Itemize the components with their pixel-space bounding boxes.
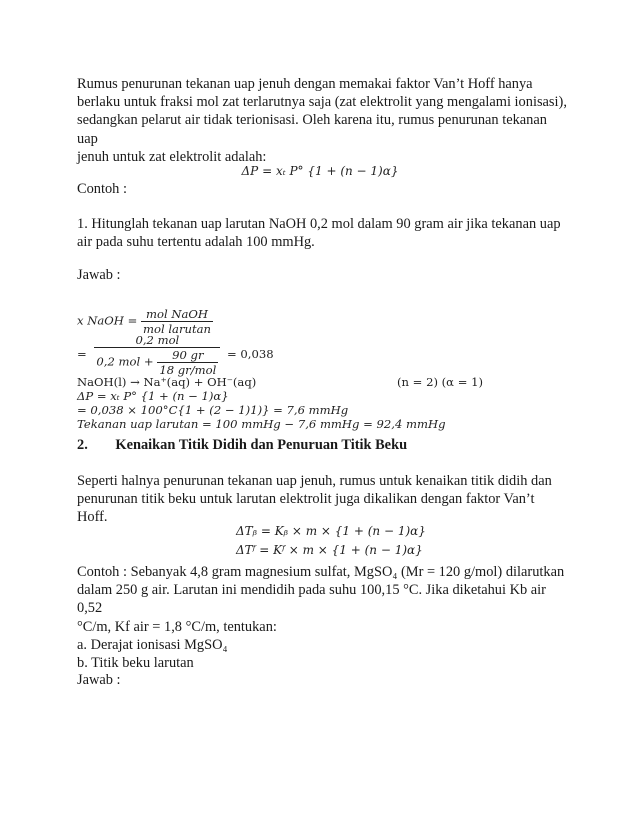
mole-fraction-row: [77, 307, 213, 336]
solution-calculation: [77, 297, 537, 433]
intro-line: sedangkan pelarut air tidak terionisasi. Oleh karena itu, rumus penurunan tekanan uap: [77, 112, 547, 147]
example-2: [77, 563, 567, 672]
mole-fraction: [141, 307, 213, 336]
intro-line: berlaku untuk fraksi mol zat terlarutnya saja (zat elektrolit yang mengalami ionisasi),: [77, 94, 567, 111]
equals-sign: =: [77, 347, 87, 361]
paragraph-line: Seperti halnya penurunan tekanan uap jenuh, rumus untuk kenaikan titik didih dan: [77, 473, 552, 489]
mass-ratio-fraction: [157, 348, 218, 377]
fraction-denominator: mol larutan: [142, 322, 212, 336]
example-item-a: a. Derajat ionisasi MgSO₄: [77, 636, 228, 653]
intro-paragraph: [77, 75, 567, 166]
ionization-reaction: NaOH(l) → Na⁺(aq) + OH⁻(aq): [77, 375, 257, 389]
jawab-label: Jawab :: [77, 267, 121, 283]
fraction-denominator: [94, 348, 220, 377]
freezing-point-formula: ΔTᶠ = Kᶠ × m × {1 + (n − 1)α}: [236, 543, 423, 557]
final-vapor-pressure: Tekanan uap larutan = 100 mmHg − 7,6 mmHg = 92,4 mmHg: [77, 417, 446, 431]
denominator-mol: 0,2 mol +: [96, 354, 154, 369]
example-line: dalam 250 g air. Larutan ini mendidih pada suhu 100,15 °C. Jika diketahui Kb air 0,52: [77, 582, 546, 617]
question-1: [77, 215, 567, 251]
substitution-fraction: [94, 333, 220, 377]
contoh-label: Contoh :: [77, 181, 127, 197]
section-title: Kenaikan Titik Didih dan Penuruan Titik Beku: [115, 437, 408, 453]
substitution-row: [77, 333, 274, 377]
question-line: air pada suhu tertentu adalah 100 mmHg.: [77, 234, 315, 251]
jawab-label-2: Jawab :: [77, 672, 121, 688]
intro-line: Rumus penurunan tekanan uap jenuh dengan memakai faktor Van’t Hoff hanya: [77, 76, 533, 92]
fraction-numerator: 0,2 mol: [94, 333, 220, 348]
section-number: 2.: [77, 437, 88, 453]
question-line: 1. Hitunglah tekanan uap larutan NaOH 0,2 mol dalam 90 gram air jika tekanan uap: [77, 216, 561, 232]
fraction-numerator: mol NaOH: [141, 307, 213, 322]
paragraph-line: penurunan titik beku untuk larutan elektrolit juga dikalikan dengan faktor Van’t Hoff.: [77, 491, 535, 526]
example-line: °C/m, Kf air = 1,8 °C/m, tentukan:: [77, 618, 277, 635]
delta-p-formula: ΔP = xₜ P° {1 + (n − 1)α}: [77, 389, 229, 403]
mole-fraction-result: = 0,038: [227, 347, 274, 361]
mass-denominator: 18 gr/mol: [159, 363, 217, 377]
ion-count-alpha: (n = 2) (α = 1): [397, 375, 483, 389]
boiling-point-formula: ΔTᵦ = Kᵦ × m × {1 + (n − 1)α}: [236, 524, 426, 538]
delta-p-calculation: = 0,038 × 100°C{1 + (2 − 1)1)} = 7,6 mmHg: [77, 403, 349, 417]
example-line: Contoh : Sebanyak 4,8 gram magnesium sulfat, MgSO₄ (Mr = 120 g/mol) dilarutkan: [77, 564, 565, 580]
section-2-paragraph: [77, 472, 567, 527]
intro-line: jenuh untuk zat elektrolit adalah:: [77, 148, 267, 165]
mass-numerator: 90 gr: [157, 348, 218, 363]
vant-hoff-vapor-formula: ΔP = xₜ P° {1 + (n − 1)α}: [241, 164, 399, 178]
xnaoh-label: x NaOH =: [77, 313, 138, 328]
example-item-b: b. Titik beku larutan: [77, 655, 194, 672]
section-2-heading: [77, 436, 407, 454]
